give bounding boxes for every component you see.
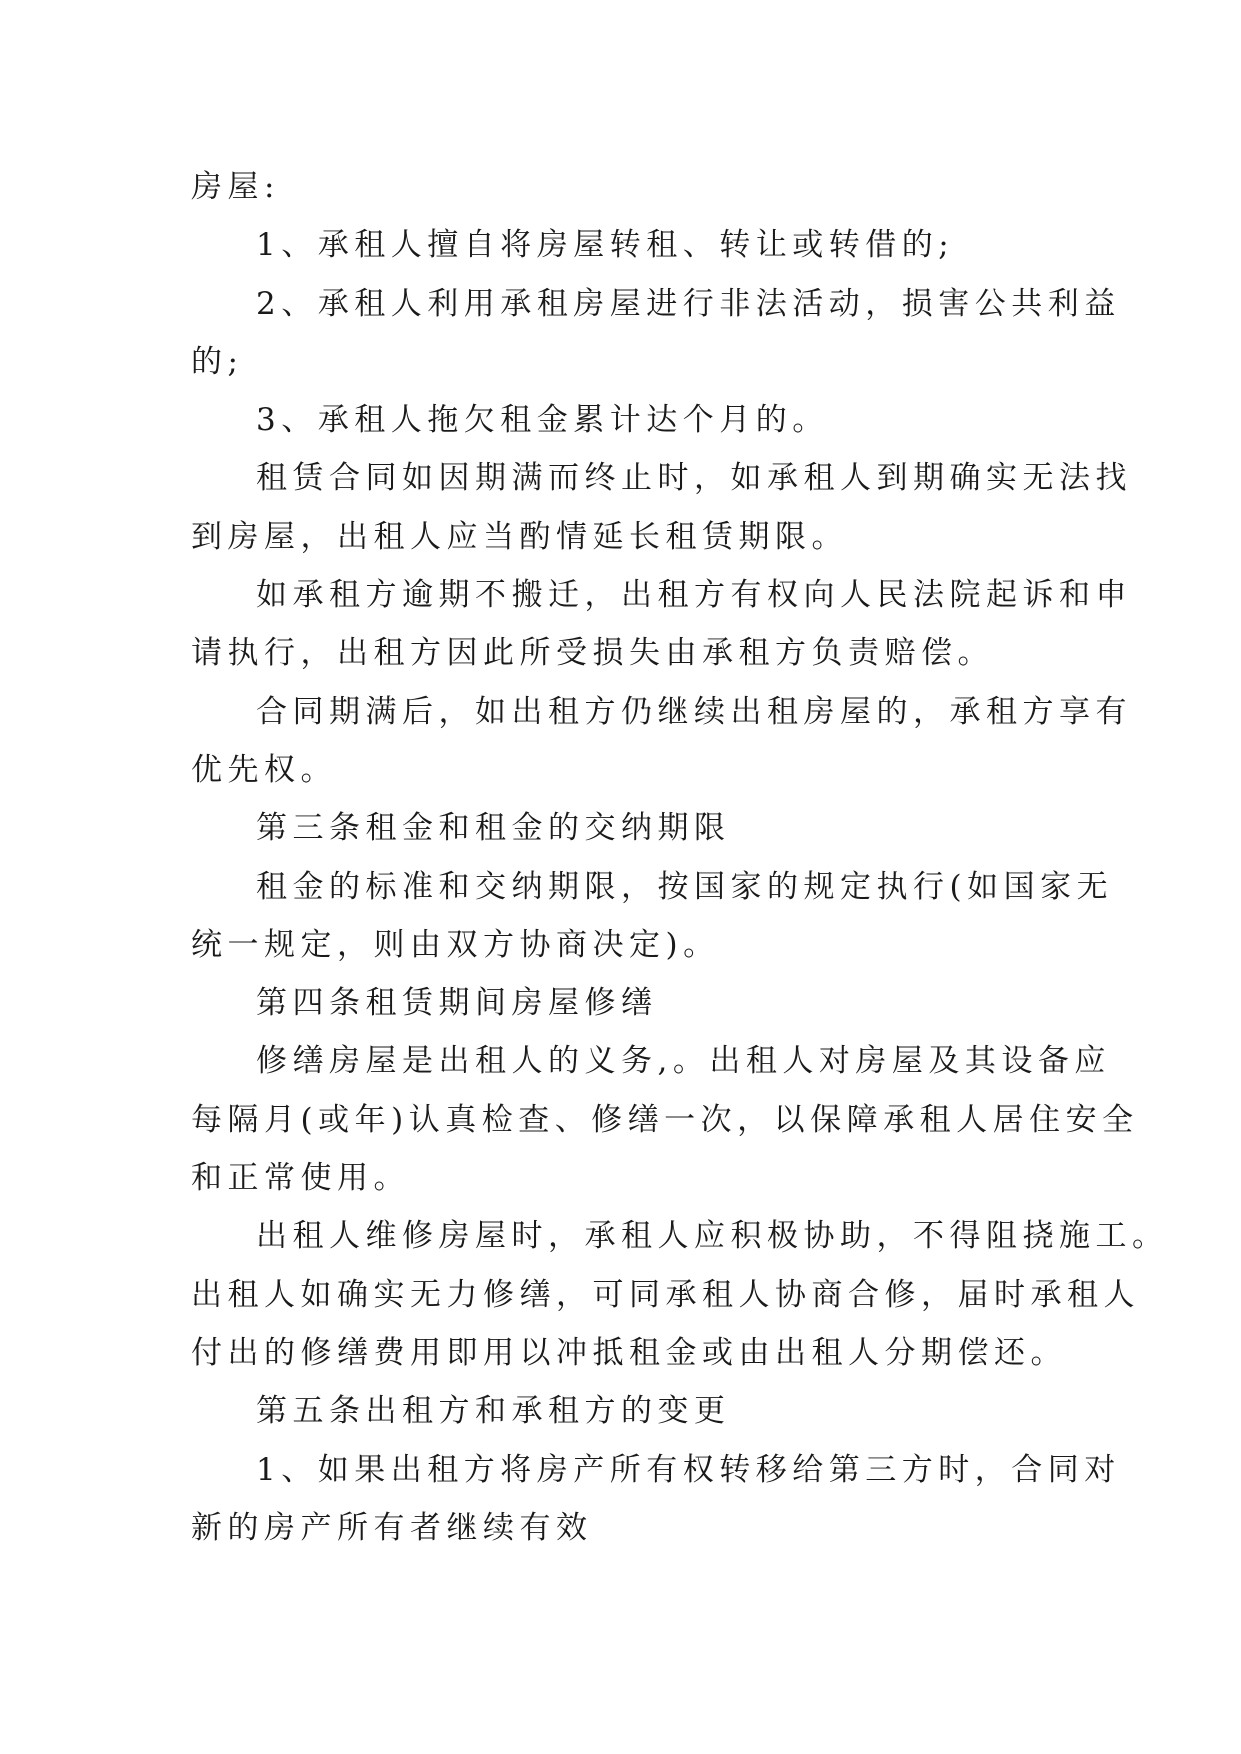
text-line: 请执行，出租方因此所受损失由承租方负责赔偿。 <box>191 635 994 672</box>
text-line: 统一规定，则由双方协商决定)。 <box>191 926 720 963</box>
text-line: 每隔月(或年)认真检查、修缮一次，以保障承租人居住安全 <box>191 1101 1139 1138</box>
text-line: 的; <box>191 343 244 380</box>
text-line: 租金的标准和交纳期限，按国家的规定执行(如国家无 <box>256 868 1114 905</box>
text-line: 2、承租人利用承租房屋进行非法活动，损害公共利益 <box>256 285 1121 322</box>
text-line: 付出的修缮费用即用以冲抵租金或由出租人分期偿还。 <box>191 1334 1067 1371</box>
text-line: 出租人维修房屋时，承租人应积极协助，不得阻挠施工。 <box>256 1218 1169 1255</box>
text-line: 房屋: <box>191 169 280 205</box>
text-line: 租赁合同如因期满而终止时，如承租人到期确实无法找 <box>256 460 1132 497</box>
text-line: 合同期满后，如出租方仍继续出租房屋的，承租方享有 <box>256 693 1132 730</box>
text-line: 修缮房屋是出租人的义务,。出租人对房屋及其设备应 <box>256 1043 1111 1080</box>
text-line: 出租人如确实无力修缮，可同承租人协商合修，届时承租人 <box>191 1276 1140 1313</box>
text-line: 3、承租人拖欠租金累计达个月的。 <box>256 402 829 439</box>
section-heading: 第四条租赁期间房屋修缮 <box>256 985 658 1022</box>
section-heading: 第三条租金和租金的交纳期限 <box>256 810 731 847</box>
text-line: 和正常使用。 <box>191 1160 410 1197</box>
text-line: 如承租方逾期不搬迁，出租方有权向人民法院起诉和申 <box>256 577 1132 614</box>
text-line: 新的房产所有者继续有效 <box>191 1509 593 1546</box>
section-heading: 第五条出租方和承租方的变更 <box>256 1393 731 1430</box>
text-line: 1、承租人擅自将房屋转租、转让或转借的; <box>256 227 955 264</box>
document-page <box>191 158 1169 1557</box>
text-line: 优先权。 <box>191 751 337 788</box>
text-line: 1、如果出租方将房产所有权转移给第三方时，合同对 <box>256 1451 1121 1488</box>
text-line: 到房屋，出租人应当酌情延长租赁期限。 <box>191 518 848 555</box>
